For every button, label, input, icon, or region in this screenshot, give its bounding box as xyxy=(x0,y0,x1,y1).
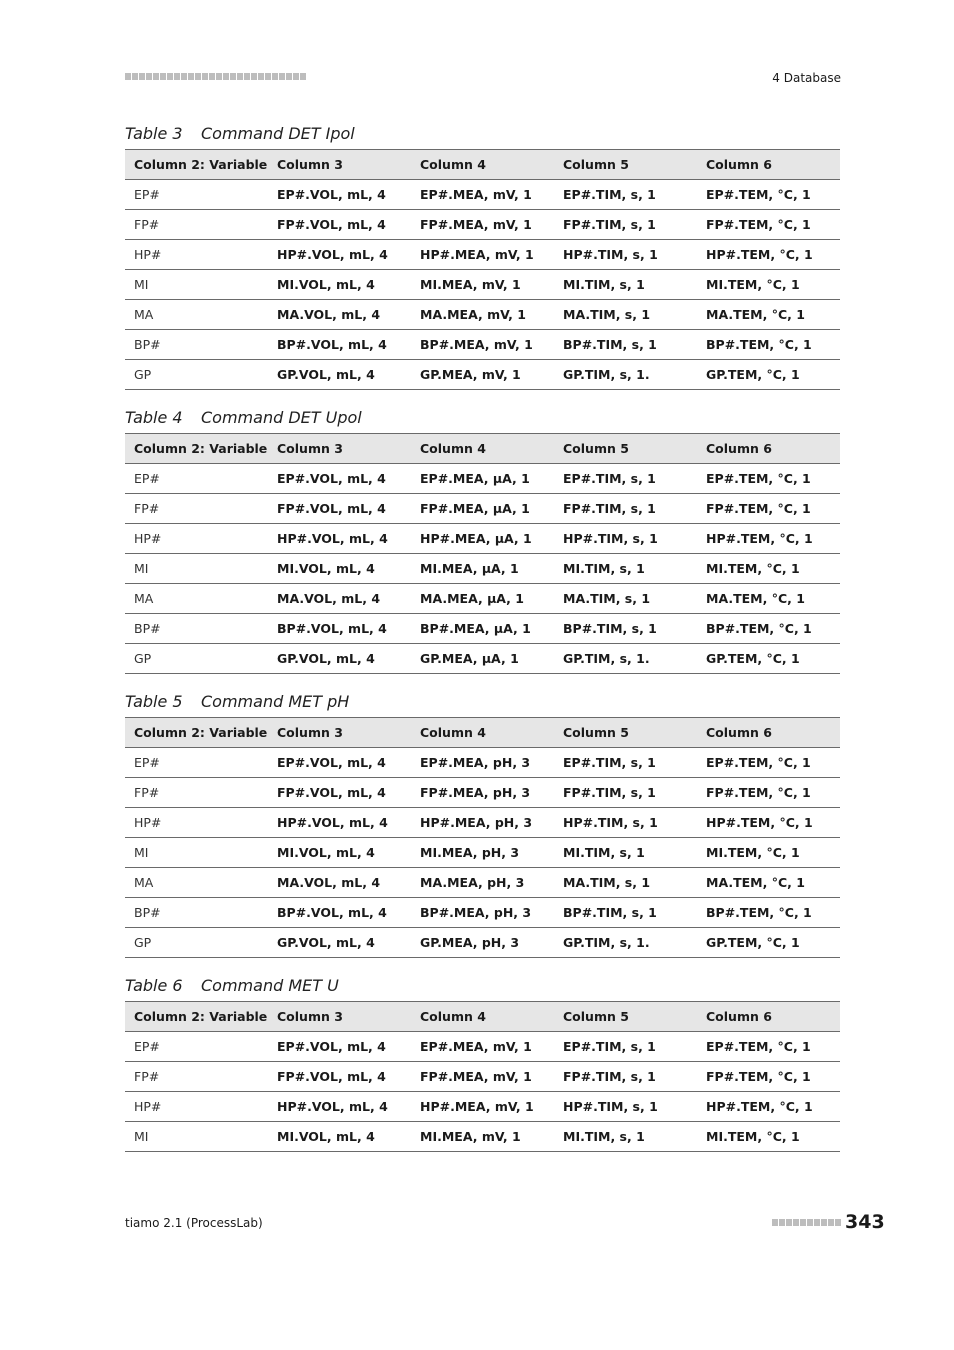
table-number: Table 5 xyxy=(125,692,183,711)
table-row xyxy=(125,464,840,494)
decor-square xyxy=(132,73,138,80)
variable-cell: HP# xyxy=(125,808,268,838)
command-cell: HP#.VOL, mL, 4 xyxy=(268,1092,411,1122)
variable-cell: EP# xyxy=(125,1032,268,1062)
table-number: Table 4 xyxy=(125,408,183,427)
command-cell: GP.VOL, mL, 4 xyxy=(268,360,411,390)
command-cell: MA.MEA, mV, 1 xyxy=(411,300,554,330)
column-header: Column 6 xyxy=(697,1002,840,1032)
variable-cell: EP# xyxy=(125,748,268,778)
command-cell: MI.VOL, mL, 4 xyxy=(268,1122,411,1152)
decor-square xyxy=(216,73,222,80)
column-header: Column 2: Variable xyxy=(125,150,268,180)
variable-cell: BP# xyxy=(125,330,268,360)
column-header: Column 4 xyxy=(411,434,554,464)
decor-square xyxy=(188,73,194,80)
command-cell: MI.TIM, s, 1 xyxy=(554,270,697,300)
variable-cell: MI xyxy=(125,1122,268,1152)
table-row xyxy=(125,1122,840,1152)
command-cell: MI.TIM, s, 1 xyxy=(554,1122,697,1152)
decor-square xyxy=(139,73,145,80)
command-cell: BP#.TIM, s, 1 xyxy=(554,614,697,644)
command-cell: MA.TIM, s, 1 xyxy=(554,584,697,614)
command-cell: MI.TEM, °C, 1 xyxy=(697,838,840,868)
command-cell: BP#.TEM, °C, 1 xyxy=(697,614,840,644)
command-cell: EP#.MEA, µA, 1 xyxy=(411,464,554,494)
command-cell: EP#.VOL, mL, 4 xyxy=(268,748,411,778)
column-header: Column 5 xyxy=(554,434,697,464)
command-cell: MI.TIM, s, 1 xyxy=(554,554,697,584)
command-cell: HP#.TIM, s, 1 xyxy=(554,1092,697,1122)
command-cell: BP#.MEA, mV, 1 xyxy=(411,330,554,360)
command-cell: FP#.MEA, µA, 1 xyxy=(411,494,554,524)
variable-cell: BP# xyxy=(125,614,268,644)
variable-cell: MI xyxy=(125,838,268,868)
decor-square xyxy=(251,73,257,80)
variable-cell: FP# xyxy=(125,210,268,240)
data-table xyxy=(125,433,840,674)
command-cell: BP#.TEM, °C, 1 xyxy=(697,898,840,928)
command-cell: GP.VOL, mL, 4 xyxy=(268,928,411,958)
command-cell: MI.TEM, °C, 1 xyxy=(697,270,840,300)
decor-square xyxy=(821,1219,827,1226)
table-row xyxy=(125,868,840,898)
command-cell: FP#.TEM, °C, 1 xyxy=(697,1062,840,1092)
command-cell: MI.MEA, µA, 1 xyxy=(411,554,554,584)
decor-square xyxy=(800,1219,806,1226)
table-number: Table 6 xyxy=(125,976,183,995)
variable-cell: MA xyxy=(125,584,268,614)
table-header-row xyxy=(125,718,840,748)
command-cell: EP#.MEA, pH, 3 xyxy=(411,748,554,778)
command-cell: FP#.VOL, mL, 4 xyxy=(268,778,411,808)
table-row xyxy=(125,524,840,554)
command-cell: MA.MEA, µA, 1 xyxy=(411,584,554,614)
decor-square xyxy=(153,73,159,80)
command-cell: EP#.TEM, °C, 1 xyxy=(697,464,840,494)
command-cell: BP#.VOL, mL, 4 xyxy=(268,898,411,928)
column-header: Column 3 xyxy=(268,434,411,464)
table-row xyxy=(125,330,840,360)
command-cell: HP#.TEM, °C, 1 xyxy=(697,1092,840,1122)
decor-square xyxy=(209,73,215,80)
command-cell: MA.VOL, mL, 4 xyxy=(268,584,411,614)
table-block-3 xyxy=(125,119,840,390)
column-header: Column 4 xyxy=(411,1002,554,1032)
table-title: Command MET U xyxy=(201,976,339,995)
table-number: Table 3 xyxy=(125,124,183,143)
command-cell: MI.VOL, mL, 4 xyxy=(268,270,411,300)
command-cell: MI.MEA, pH, 3 xyxy=(411,838,554,868)
command-cell: MI.VOL, mL, 4 xyxy=(268,554,411,584)
command-cell: GP.MEA, mV, 1 xyxy=(411,360,554,390)
command-cell: FP#.MEA, mV, 1 xyxy=(411,210,554,240)
table-row xyxy=(125,270,840,300)
command-cell: GP.TEM, °C, 1 xyxy=(697,644,840,674)
column-header: Column 5 xyxy=(554,1002,697,1032)
decor-square xyxy=(793,1219,799,1226)
command-cell: HP#.TIM, s, 1 xyxy=(554,240,697,270)
command-cell: FP#.TIM, s, 1 xyxy=(554,778,697,808)
variable-cell: HP# xyxy=(125,1092,268,1122)
command-cell: EP#.TIM, s, 1 xyxy=(554,464,697,494)
decor-square xyxy=(835,1219,841,1226)
variable-cell: HP# xyxy=(125,524,268,554)
command-cell: HP#.MEA, pH, 3 xyxy=(411,808,554,838)
table-block-5 xyxy=(125,687,840,958)
decor-square xyxy=(181,73,187,80)
command-cell: FP#.TIM, s, 1 xyxy=(554,1062,697,1092)
decor-square xyxy=(265,73,271,80)
command-cell: HP#.MEA, mV, 1 xyxy=(411,1092,554,1122)
command-cell: EP#.VOL, mL, 4 xyxy=(268,464,411,494)
footer-decoration xyxy=(772,1219,842,1229)
command-cell: FP#.VOL, mL, 4 xyxy=(268,1062,411,1092)
table-title: Command MET pH xyxy=(201,692,350,711)
table-row xyxy=(125,614,840,644)
column-header: Column 5 xyxy=(554,150,697,180)
decor-square xyxy=(202,73,208,80)
command-cell: GP.MEA, pH, 3 xyxy=(411,928,554,958)
command-cell: HP#.TEM, °C, 1 xyxy=(697,808,840,838)
command-cell: MI.VOL, mL, 4 xyxy=(268,838,411,868)
column-header: Column 2: Variable xyxy=(125,434,268,464)
variable-cell: BP# xyxy=(125,898,268,928)
table-caption xyxy=(125,403,840,433)
variable-cell: MA xyxy=(125,300,268,330)
command-cell: FP#.TEM, °C, 1 xyxy=(697,778,840,808)
command-cell: HP#.VOL, mL, 4 xyxy=(268,240,411,270)
command-cell: HP#.MEA, µA, 1 xyxy=(411,524,554,554)
column-header: Column 3 xyxy=(268,718,411,748)
command-cell: HP#.TIM, s, 1 xyxy=(554,808,697,838)
command-cell: MI.TEM, °C, 1 xyxy=(697,1122,840,1152)
variable-cell: HP# xyxy=(125,240,268,270)
table-caption xyxy=(125,687,840,717)
command-cell: FP#.MEA, mV, 1 xyxy=(411,1062,554,1092)
table-row xyxy=(125,808,840,838)
command-cell: GP.TEM, °C, 1 xyxy=(697,928,840,958)
decor-square xyxy=(174,73,180,80)
variable-cell: FP# xyxy=(125,778,268,808)
header-decoration xyxy=(125,73,310,83)
command-cell: FP#.VOL, mL, 4 xyxy=(268,210,411,240)
decor-square xyxy=(786,1219,792,1226)
table-caption xyxy=(125,119,840,149)
column-header: Column 2: Variable xyxy=(125,1002,268,1032)
table-row xyxy=(125,838,840,868)
command-cell: HP#.TEM, °C, 1 xyxy=(697,524,840,554)
variable-cell: MA xyxy=(125,868,268,898)
variable-cell: FP# xyxy=(125,494,268,524)
variable-cell: GP xyxy=(125,360,268,390)
table-row xyxy=(125,778,840,808)
table-row xyxy=(125,898,840,928)
command-cell: EP#.TIM, s, 1 xyxy=(554,1032,697,1062)
decor-square xyxy=(230,73,236,80)
variable-cell: FP# xyxy=(125,1062,268,1092)
variable-cell: MI xyxy=(125,554,268,584)
decor-square xyxy=(772,1219,778,1226)
column-header: Column 2: Variable xyxy=(125,718,268,748)
column-header: Column 6 xyxy=(697,150,840,180)
command-cell: MI.TEM, °C, 1 xyxy=(697,554,840,584)
decor-square xyxy=(814,1219,820,1226)
command-cell: MA.MEA, pH, 3 xyxy=(411,868,554,898)
command-cell: HP#.TIM, s, 1 xyxy=(554,524,697,554)
decor-square xyxy=(160,73,166,80)
table-header-row xyxy=(125,150,840,180)
table-row xyxy=(125,1092,840,1122)
table-row xyxy=(125,584,840,614)
column-header: Column 5 xyxy=(554,718,697,748)
table-caption xyxy=(125,971,840,1001)
command-cell: BP#.MEA, µA, 1 xyxy=(411,614,554,644)
command-cell: BP#.TEM, °C, 1 xyxy=(697,330,840,360)
decor-square xyxy=(286,73,292,80)
command-cell: EP#.TEM, °C, 1 xyxy=(697,1032,840,1062)
decor-square xyxy=(125,73,131,80)
data-table xyxy=(125,1001,840,1152)
command-cell: HP#.TEM, °C, 1 xyxy=(697,240,840,270)
command-cell: GP.TIM, s, 1. xyxy=(554,644,697,674)
decor-square xyxy=(237,73,243,80)
column-header: Column 3 xyxy=(268,150,411,180)
column-header: Column 6 xyxy=(697,718,840,748)
command-cell: BP#.TIM, s, 1 xyxy=(554,330,697,360)
command-cell: HP#.VOL, mL, 4 xyxy=(268,524,411,554)
variable-cell: GP xyxy=(125,644,268,674)
table-row xyxy=(125,1032,840,1062)
table-block-4 xyxy=(125,403,840,674)
command-cell: BP#.TIM, s, 1 xyxy=(554,898,697,928)
table-row xyxy=(125,180,840,210)
command-cell: EP#.VOL, mL, 4 xyxy=(268,180,411,210)
decor-square xyxy=(779,1219,785,1226)
command-cell: EP#.MEA, mV, 1 xyxy=(411,1032,554,1062)
table-header-row xyxy=(125,1002,840,1032)
command-cell: MI.MEA, mV, 1 xyxy=(411,1122,554,1152)
command-cell: MA.TEM, °C, 1 xyxy=(697,868,840,898)
command-cell: FP#.TEM, °C, 1 xyxy=(697,494,840,524)
header-section-title: 4 Database xyxy=(772,71,841,85)
command-cell: GP.VOL, mL, 4 xyxy=(268,644,411,674)
data-table xyxy=(125,717,840,958)
table-row xyxy=(125,210,840,240)
command-cell: EP#.TEM, °C, 1 xyxy=(697,180,840,210)
table-row xyxy=(125,928,840,958)
variable-cell: EP# xyxy=(125,180,268,210)
table-title: Command DET Upol xyxy=(201,408,362,427)
command-cell: MA.TIM, s, 1 xyxy=(554,300,697,330)
command-cell: FP#.VOL, mL, 4 xyxy=(268,494,411,524)
command-cell: MA.VOL, mL, 4 xyxy=(268,300,411,330)
decor-square xyxy=(258,73,264,80)
column-header: Column 4 xyxy=(411,150,554,180)
table-header-row xyxy=(125,434,840,464)
command-cell: MA.TEM, °C, 1 xyxy=(697,300,840,330)
command-cell: BP#.VOL, mL, 4 xyxy=(268,614,411,644)
decor-square xyxy=(293,73,299,80)
command-cell: MA.VOL, mL, 4 xyxy=(268,868,411,898)
table-block-6 xyxy=(125,971,840,1152)
table-title: Command DET Ipol xyxy=(201,124,355,143)
command-cell: MA.TIM, s, 1 xyxy=(554,868,697,898)
table-row xyxy=(125,360,840,390)
command-cell: EP#.TIM, s, 1 xyxy=(554,180,697,210)
decor-square xyxy=(807,1219,813,1226)
command-cell: EP#.VOL, mL, 4 xyxy=(268,1032,411,1062)
table-row xyxy=(125,554,840,584)
table-row xyxy=(125,494,840,524)
command-cell: FP#.TIM, s, 1 xyxy=(554,210,697,240)
command-cell: GP.TIM, s, 1. xyxy=(554,360,697,390)
column-header: Column 3 xyxy=(268,1002,411,1032)
decor-square xyxy=(146,73,152,80)
command-cell: BP#.VOL, mL, 4 xyxy=(268,330,411,360)
column-header: Column 4 xyxy=(411,718,554,748)
command-cell: HP#.MEA, mV, 1 xyxy=(411,240,554,270)
variable-cell: MI xyxy=(125,270,268,300)
page-number: 343 xyxy=(845,1211,885,1233)
decor-square xyxy=(828,1219,834,1226)
command-cell: MI.MEA, mV, 1 xyxy=(411,270,554,300)
decor-square xyxy=(195,73,201,80)
footer-product: tiamo 2.1 (ProcessLab) xyxy=(125,1216,263,1230)
command-cell: FP#.MEA, pH, 3 xyxy=(411,778,554,808)
decor-square xyxy=(279,73,285,80)
variable-cell: GP xyxy=(125,928,268,958)
decor-square xyxy=(300,73,306,80)
command-cell: EP#.MEA, mV, 1 xyxy=(411,180,554,210)
table-row xyxy=(125,300,840,330)
decor-square xyxy=(244,73,250,80)
command-cell: MI.TIM, s, 1 xyxy=(554,838,697,868)
variable-cell: EP# xyxy=(125,464,268,494)
command-cell: EP#.TEM, °C, 1 xyxy=(697,748,840,778)
command-cell: GP.MEA, µA, 1 xyxy=(411,644,554,674)
decor-square xyxy=(272,73,278,80)
data-table xyxy=(125,149,840,390)
decor-square xyxy=(223,73,229,80)
table-row xyxy=(125,1062,840,1092)
command-cell: FP#.TIM, s, 1 xyxy=(554,494,697,524)
command-cell: HP#.VOL, mL, 4 xyxy=(268,808,411,838)
command-cell: EP#.TIM, s, 1 xyxy=(554,748,697,778)
command-cell: GP.TIM, s, 1. xyxy=(554,928,697,958)
command-cell: BP#.MEA, pH, 3 xyxy=(411,898,554,928)
command-cell: FP#.TEM, °C, 1 xyxy=(697,210,840,240)
column-header: Column 6 xyxy=(697,434,840,464)
table-row xyxy=(125,748,840,778)
command-cell: GP.TEM, °C, 1 xyxy=(697,360,840,390)
table-row xyxy=(125,644,840,674)
table-row xyxy=(125,240,840,270)
decor-square xyxy=(167,73,173,80)
command-cell: MA.TEM, °C, 1 xyxy=(697,584,840,614)
